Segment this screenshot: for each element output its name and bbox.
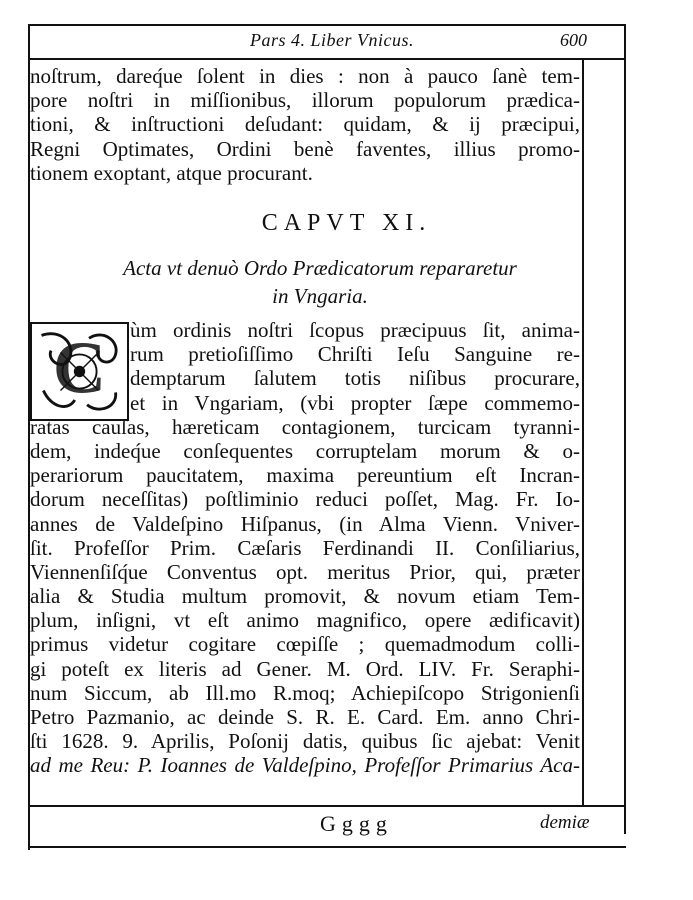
text-line: Petro Pazmanio, ac deinde S. R. E. Card. Em. anno Chri-: [30, 705, 580, 729]
page-number: 600: [560, 30, 587, 50]
chapter-subtitle-line: Acta vt denuò Ordo Prædicatorum repararetur: [123, 256, 517, 280]
text-line: dem, indeq́ue conſequentes corruptelam morum & o-: [30, 438, 580, 463]
text-line: et in Vngariam, (vbi propter ſæpe commemo-: [130, 390, 580, 415]
header-rule-top: [30, 24, 626, 26]
text-line: gi poteſt ex literis ad Gener. M. Ord. LIV. Fr. Seraphi-: [30, 656, 580, 681]
text-line: rum pretioſiſſimo Chriſti Ieſu Sanguine re-: [130, 342, 580, 367]
svg-text:C: C: [52, 327, 107, 410]
signature-mark: Gggg: [320, 811, 393, 836]
chapter-subtitle-line: in Vngaria.: [272, 284, 368, 308]
footer-rule-top: [30, 805, 626, 807]
text-line: perariorum paucitatem, maxima pereuntium eſt Incran-: [30, 463, 580, 488]
text-line: ad me Reu: P. Ioannes de Valdeſpino, Profeſſor Primarius Aca-: [30, 753, 580, 778]
text-line: ſit. Profeſſor Prim. Cæſaris Ferdinandi II. Conſiliarius,: [30, 535, 580, 560]
text-line: plum, inſigni, vt eſt animo magnifico, opere ædificavit): [30, 608, 580, 633]
text-line: primus videtur cogitare cœpiſſe ; quemadmodum colli-: [30, 632, 580, 657]
text-line: ratas cauſas, hæreticam contagionem, turcicam tyranni-: [30, 414, 580, 439]
text-line: annes de Valdeſpino Hiſpanus, (in Alma Vienn. Vniver-: [30, 511, 580, 536]
chapter-heading: CAPVT XI.: [261, 210, 432, 236]
header-rule-bottom: [30, 58, 626, 60]
text-block-right-rule: [582, 58, 584, 806]
text-line: ùm ordinis noſtri ſcopus præcipuus ſit, anima-: [130, 318, 580, 342]
body-paragraph: [30, 318, 580, 778]
chapter-subtitle: [70, 254, 570, 310]
text-line: dorum neceſſitas) poſtliminio reduci poſſet, Mag. Fr. Io-: [30, 487, 580, 512]
text-line: Viennenſiſq́ue Conventus opt. meritus Prior, qui, præter: [30, 559, 580, 584]
text-line: num Siccum, ab Ill.mo R.moq; Achiepiſcopo Strigonienſi: [30, 680, 580, 705]
text-line: noſtrum, dareq́ue ſolent in dies : non à pauco ſanè tem-: [30, 64, 580, 88]
running-title: Pars 4. Liber Vnicus.: [250, 30, 415, 50]
text-line: alia & Studia multum promovit, & novum etiam Tem-: [30, 584, 580, 609]
text-line: demptarum ſalutem totis niſibus procurare,: [130, 366, 580, 391]
text-line: ſti 1628. 9. Aprilis, Poſonij datis, quibus ſic ajebat: Venit: [30, 729, 580, 754]
text-line: tioni, & inſtructioni deſudant: quidam, & ij præcipui,: [30, 112, 580, 137]
catchword: demiæ: [540, 812, 590, 833]
intro-paragraph: [30, 64, 580, 185]
frame-right-rule: [624, 24, 626, 834]
text-line: pore noſtri in miſſionibus, illorum populorum prædica-: [30, 88, 580, 113]
text-line: tionem exoptant, atque procurant.: [30, 160, 313, 185]
text-line: Regni Optimates, Ordini benè faventes, illius promo-: [30, 136, 580, 161]
footer-rule-bottom: [30, 846, 626, 848]
